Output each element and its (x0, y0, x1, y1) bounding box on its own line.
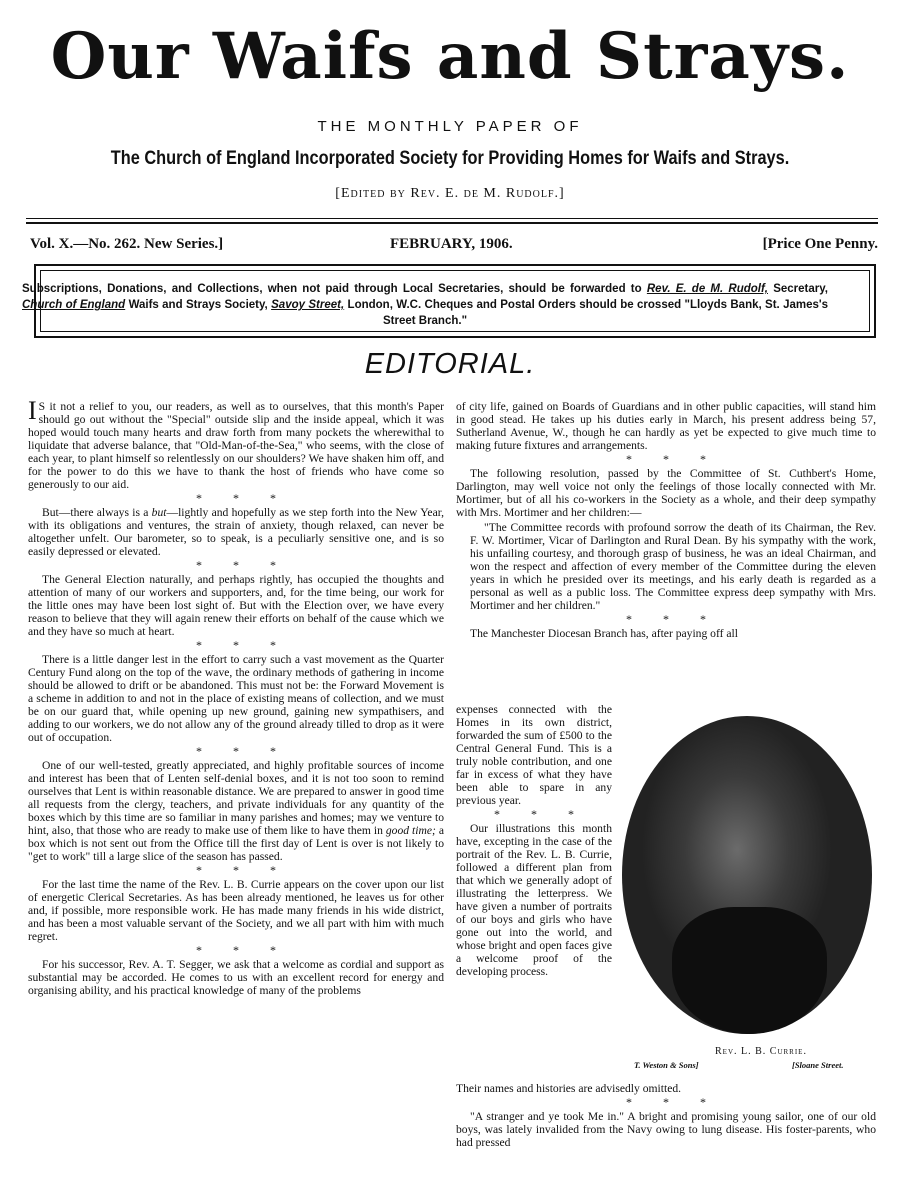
section-break: * * * (196, 491, 276, 505)
editor-line: [Edited by Rev. E. de M. Rudolf.] (335, 186, 565, 201)
drop-cap: I (28, 396, 37, 425)
photo-credit-right: [Sloane Street. (792, 1060, 844, 1070)
paragraph: Their names and histories are advisedly omitted. (456, 1082, 682, 1095)
paragraph: expenses connected with the Homes in its own district, forwarded the sum of £500 to the Central General Fund. This is a truly noble contribution, and one far in excess of what they have been able to spare in any previous year. (456, 703, 612, 807)
section-break: * * * (196, 744, 276, 758)
section-break: * * * (494, 807, 574, 821)
right-column-top (456, 400, 876, 642)
issue-volume: Vol. X.—No. 262. New Series.] (30, 236, 224, 252)
paragraph: The General Election naturally, and perhaps rightly, has occupied the thoughts and attention of many of our workers and supporters, and, for the time being, our work for the little ones may have been lost sight of. But with the Election over, we have every reason to believe that they will again renew their efforts on behalf of the cause which we and they have so much at heart. (28, 573, 444, 638)
section-break: * * * (196, 863, 276, 877)
paragraph: "A stranger and ye took Me in." A bright and promising young sailor, one of our old boys, was lately invalided from the Navy owing to lung disease. His foster-parents, who had pressed (456, 1110, 876, 1149)
section-break: * * * (626, 1095, 706, 1109)
notice-text-2: Secretary, (773, 283, 828, 295)
paragraph: The Manchester Diocesan Branch has, after paying off all (470, 627, 738, 640)
paragraph: For his successor, Rev. A. T. Segger, we ask that a welcome as cordial and support as substantial may be accorded. He comes to us with an excellent record for energy and organising ability, and his practical knowledge of many of the problems (28, 958, 444, 997)
portrait-photo (622, 716, 872, 1034)
notice-text-4: London, W.C. Cheques and Postal Orders should be crossed "Lloyds Bank, St. James's Street Branch." (347, 299, 829, 327)
paragraph: There is a little danger lest in the effort to carry such a vast movement as the Quarter Century Fund along on the top of the wave, the ordinary methods of gathering in income should be allowed to drift or be abandoned. This must not be: the Forward Movement is a scheme in addition to and not in the place of existing means of collection, and we must be on our guard that, while opening up new ground, gaining new sympathisers, and adding to our workers, we do not allow any of the ground already tilled to drop as it were out of occupation. (28, 653, 444, 744)
portrait-caption: Rev. L. B. Currie. (715, 1046, 807, 1057)
right-column-narrow (456, 703, 612, 980)
society-name: The Church of England Incorporated Society for Providing Homes for Waifs and Strays. (110, 148, 790, 169)
paragraph: Our illustrations this month have, excepting in the case of the portrait of the Rev. L. B. Currie, followed a different plan from that which we generally adopt of illustrating the letterpress. We have given a number of portraits of our boys and girls who have gone out into the world, and whose bright and open faces give a welcome proof of the developing process. (456, 822, 612, 978)
notice-church: Church of England (22, 299, 126, 311)
subscription-notice (22, 281, 828, 329)
section-break: * * * (626, 452, 706, 466)
issue-price: [Price One Penny. (762, 236, 878, 252)
section-break: * * * (196, 558, 276, 572)
paragraph: But—there always is a but—lightly and hopefully as we step forth into the New Year, with its obligations and ventures, the strain of anxiety, though relaxed, can never be altogether unfelt. Our barometer, so to speak, is a peculiarly sensitive one, and is so easily depressed or elevated. (28, 506, 445, 558)
paragraph: For the last time the name of the Rev. L. B. Currie appears on the cover upon our list of energetic Clerical Secretaries. As has been already mentioned, he leaves us for other and, if possible, more responsible work. He has made many friends in his wide district, and has been a most valuable servant of the Society, and we all part with him with much regret. (28, 878, 444, 943)
subtitle: THE MONTHLY PAPER OF (317, 118, 583, 135)
section-title: EDITORIAL. (364, 348, 536, 380)
paragraph: The following resolution, passed by the Committee of St. Cuthbert's Home, Darlington, may well voice not only the feelings of those locally connected with Mr. Mortimer, but of all his co-workers in the Society as a whole, and their deep sympathy with Mrs. Mortimer and her children:— (456, 467, 876, 519)
divider-top (26, 218, 878, 224)
paragraph: One of our well-tested, greatly appreciated, and highly profitable sources of income and interest has been that of Lenten self-denial boxes, and it is not too soon to remind ourselves that Lent is within reasonable distance. We are prepared to answer in good time all requests from the clergy, teachers, and private individuals for any quantity of the boxes which by this time are so familiar in many parishes and homes; may we venture to hint, also, that those who are ready to make use of them like to have them in good time; a box which is not sent out from the Office till the first day of Lent is over is not likely to "get to work" till a large slice of the season has passed. (28, 759, 444, 863)
issue-date: FEBRUARY, 1906. (390, 236, 513, 252)
notice-street: Savoy Street, (271, 299, 345, 311)
notice-text-1: Subscriptions, Donations, and Collections, when not paid through Local Secretaries, should be forwarded to (22, 283, 642, 295)
photo-credit-left: T. Weston & Sons] (634, 1060, 699, 1070)
section-break: * * * (196, 943, 276, 957)
quoted-resolution: "The Committee records with profound sorrow the death of its Chairman, the Rev. F. W. Mortimer, Vicar of Darlington and Rural Dean. By his sympathy with the work, his unfailing courtesy, and thorough grasp of business, he was an ideal Chairman, and won the respect and affection of every member of the Committee during the eleven years in which he presided over its meetings, and his early death is regarded as a personal as well as a public loss. The Committee express deep sympathy with Mrs. Mortimer and her children." (470, 521, 876, 612)
section-break: * * * (626, 612, 706, 626)
notice-secretary-name: Rev. E. de M. Rudolf, (646, 283, 768, 295)
left-column (28, 396, 445, 999)
notice-text-3: Waifs and Strays Society, (128, 299, 268, 311)
paragraph: of city life, gained on Boards of Guardians and in other public capacities, will stand him in good stead. He takes up his duties early in March, his present address being 57, Sutherland Avenue, W., though he can hardly as yet be expected to give much time to making future fixtures and arrangements. (456, 400, 876, 452)
masthead-title: Our Waifs and Strays. (50, 19, 850, 94)
right-column-bottom (456, 1082, 876, 1151)
section-break: * * * (196, 638, 276, 652)
paragraph: I S it not a relief to you, our readers, as well as to ourselves, that this month's Paper should go out without the "Special" outside slip and the inside appeal, which it was hoped would touch many hearts and draw forth from many pockets the wherewithal to liquidate that adverse balance, that "Old-Man-of-the-Sea," who seems, with the close of each year, to plant himself so relentlessly on our shoulders? We have shaken him off, and for the power to do this we have to thank the host of friends who have come so generously to our aid. (28, 396, 444, 491)
